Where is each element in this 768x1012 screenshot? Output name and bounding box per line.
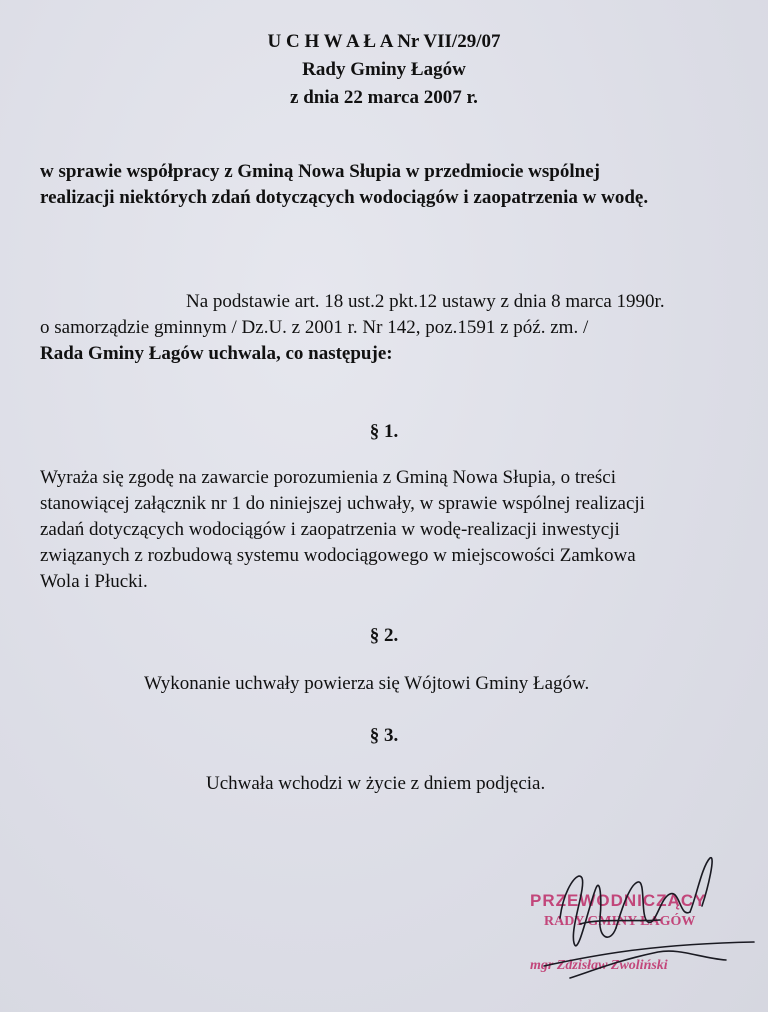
resolution-title: U C H W A Ł A Nr VII/29/07 [267,31,501,52]
section-1-mark: § 1. [369,421,399,442]
resolution-date: z dnia 22 marca 2007 r. [290,87,478,108]
stamp-name: mgr Zdzisław Zwoliński [530,958,668,973]
section-1-line: Wola i Płucki. [40,571,148,592]
basis-line-2: o samorządzie gminnym / Dz.U. z 2001 r. Nr 142, poz.1591 z póź. zm. / [40,317,589,338]
section-2-mark: § 2. [369,625,399,646]
resolution-issuer: Rady Gminy Łagów [302,59,466,80]
section-2-line: Wykonanie uchwały powierza się Wójtowi Gminy Łagów. [144,673,590,694]
handwritten-signature [530,848,768,998]
section-1-line: Wyraża się zgodę na zawarcie porozumienia z Gminą Nowa Słupia, o treści [40,467,617,488]
section-1-line: zadań dotyczących wodociągów i zaopatrzenia w wodę-realizacji inwestycji [40,519,620,540]
resolves-line: Rada Gminy Łagów uchwala, co następuje: [40,343,393,364]
section-3-mark: § 3. [369,725,399,746]
subject-line-2: realizacji niektórych zdań dotyczących wodociągów i zaopatrzenia w wodę. [40,187,649,208]
stamp-body: RADY GMINY ŁAGÓW [544,914,696,929]
section-3-line: Uchwała wchodzi w życie z dniem podjęcia. [206,773,546,794]
section-1-line: związanych z rozbudową systemu wodociągowego w miejscowości Zamkowa [40,545,636,566]
section-1-line: stanowiącej załącznik nr 1 do niniejszej uchwały, w sprawie wspólnej realizacji [40,493,645,514]
stamp-role: PRZEWODNICZĄCY [530,891,707,910]
basis-line-1: Na podstawie art. 18 ust.2 pkt.12 ustawy z dnia 8 marca 1990r. [186,291,665,312]
subject-line-1: w sprawie współpracy z Gminą Nowa Słupia w przedmiocie wspólnej [40,161,600,182]
